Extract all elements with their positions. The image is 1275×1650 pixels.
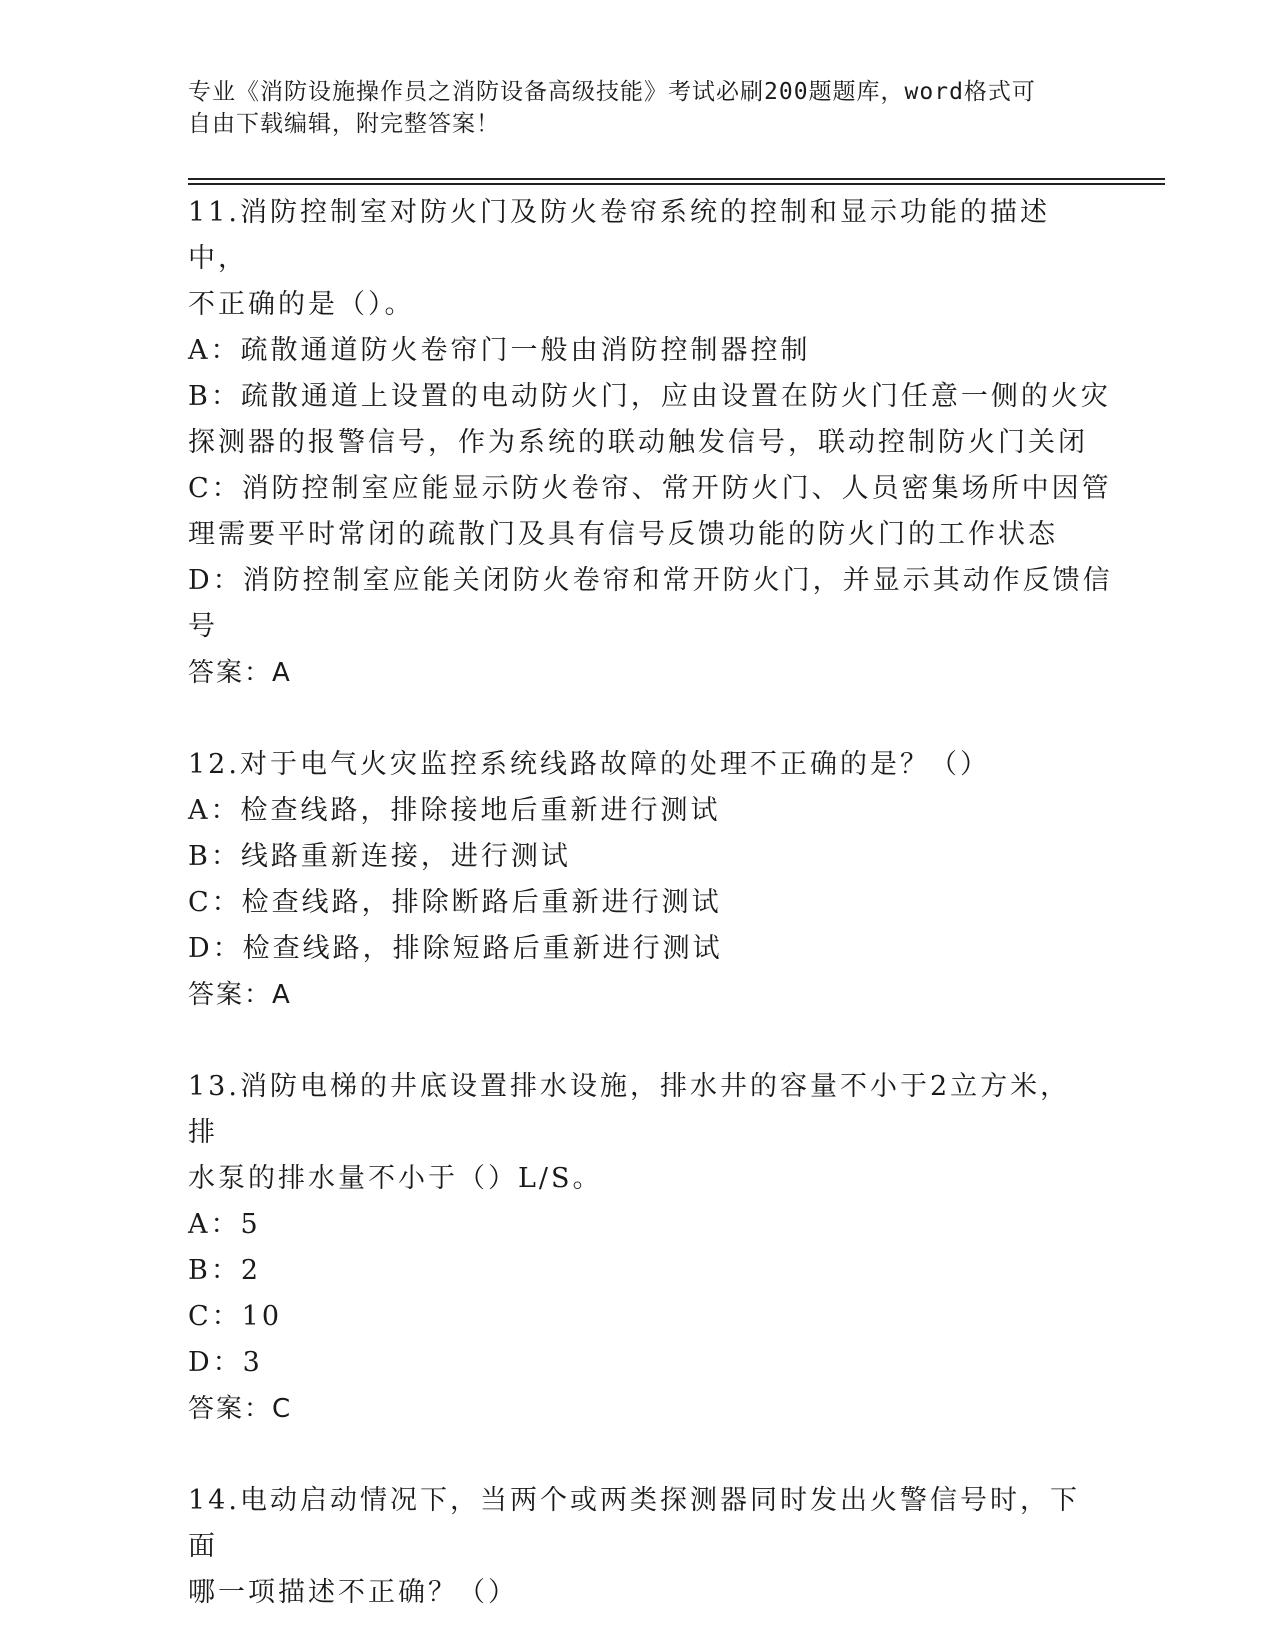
option-line: D：消防控制室应能关闭防火卷帘和常开防火门，并显示其动作反馈信 [188,565,1113,596]
option-a [188,328,1088,374]
question-line: 11.消防控制室对防火门及防火卷帘系统的控制和显示功能的描述中， [188,197,1050,274]
option-line: C：消防控制室应能显示防火卷帘、常开防火门、人员密集场所中因管 [188,473,1112,504]
option-line: D：检查线路，排除短路后重新进行测试 [188,933,723,964]
option-line: B：2 [188,1255,262,1286]
option-b [188,834,1088,880]
option-line: B：线路重新连接，进行测试 [188,841,571,872]
answer: 答案：A [188,980,292,1010]
option-d [188,558,1113,650]
question-gap [188,696,1088,742]
option-line: 探测器的报警信号，作为系统的联动触发信号，联动控制防火门关闭 [188,427,1088,458]
answer: 答案：C [188,1394,293,1424]
option-b [188,1248,1088,1294]
option-line: A：疏散通道防火卷帘门一般由消防控制器控制 [188,335,811,366]
question-13 [188,1064,1088,1432]
option-line: 号 [188,611,218,642]
question-14 [188,1478,1088,1616]
option-line: A：5 [188,1209,261,1240]
option-a [188,1202,1088,1248]
header-rule-bottom [188,183,1165,185]
question-line: 哪一项描述不正确？（） [188,1577,518,1608]
document-header [188,76,1088,140]
question-line: 13.消防电梯的井底设置排水设施，排水井的容量不小于2立方米，排 [188,1071,1071,1148]
option-c [188,466,1112,558]
option-line: D：3 [188,1347,263,1378]
question-12 [188,742,1088,1018]
option-c [188,1294,1088,1340]
question-11 [188,190,1113,696]
option-line: 理需要平时常闭的疏散门及具有信号反馈功能的防火门的工作状态 [188,519,1058,550]
question-text [188,1064,1088,1202]
question-gap [188,1018,1088,1064]
option-a [188,788,1088,834]
option-line: C：检查线路，排除断路后重新进行测试 [188,887,722,918]
option-line: A：检查线路，排除接地后重新进行测试 [188,795,721,826]
header-rule-top [188,178,1165,180]
question-text [188,742,1088,788]
option-c [188,880,1088,926]
question-list [188,190,1113,1616]
option-line: C：10 [188,1301,283,1332]
option-d [188,926,1088,972]
question-line: 水泵的排水量不小于（）L/S。 [188,1163,603,1194]
question-text [188,1478,1088,1616]
option-line: B：疏散通道上设置的电动防火门，应由设置在防火门任意一侧的火灾 [188,381,1111,412]
question-line: 14.电动启动情况下，当两个或两类探测器同时发出火警信号时，下面 [188,1485,1080,1562]
option-b [188,374,1111,466]
question-line: 不正确的是（）。 [188,289,415,320]
question-text [188,190,1088,328]
question-line: 12.对于电气火灾监控系统线路故障的处理不正确的是？（） [188,749,990,780]
question-gap [188,1432,1088,1478]
option-d [188,1340,1088,1386]
header-line-1: 专业《消防设施操作员之消防设备高级技能》考试必刷200题题库，word格式可 [188,79,1036,105]
answer: 答案：A [188,658,292,688]
header-line-2: 自由下载编辑，附完整答案！ [188,111,500,137]
